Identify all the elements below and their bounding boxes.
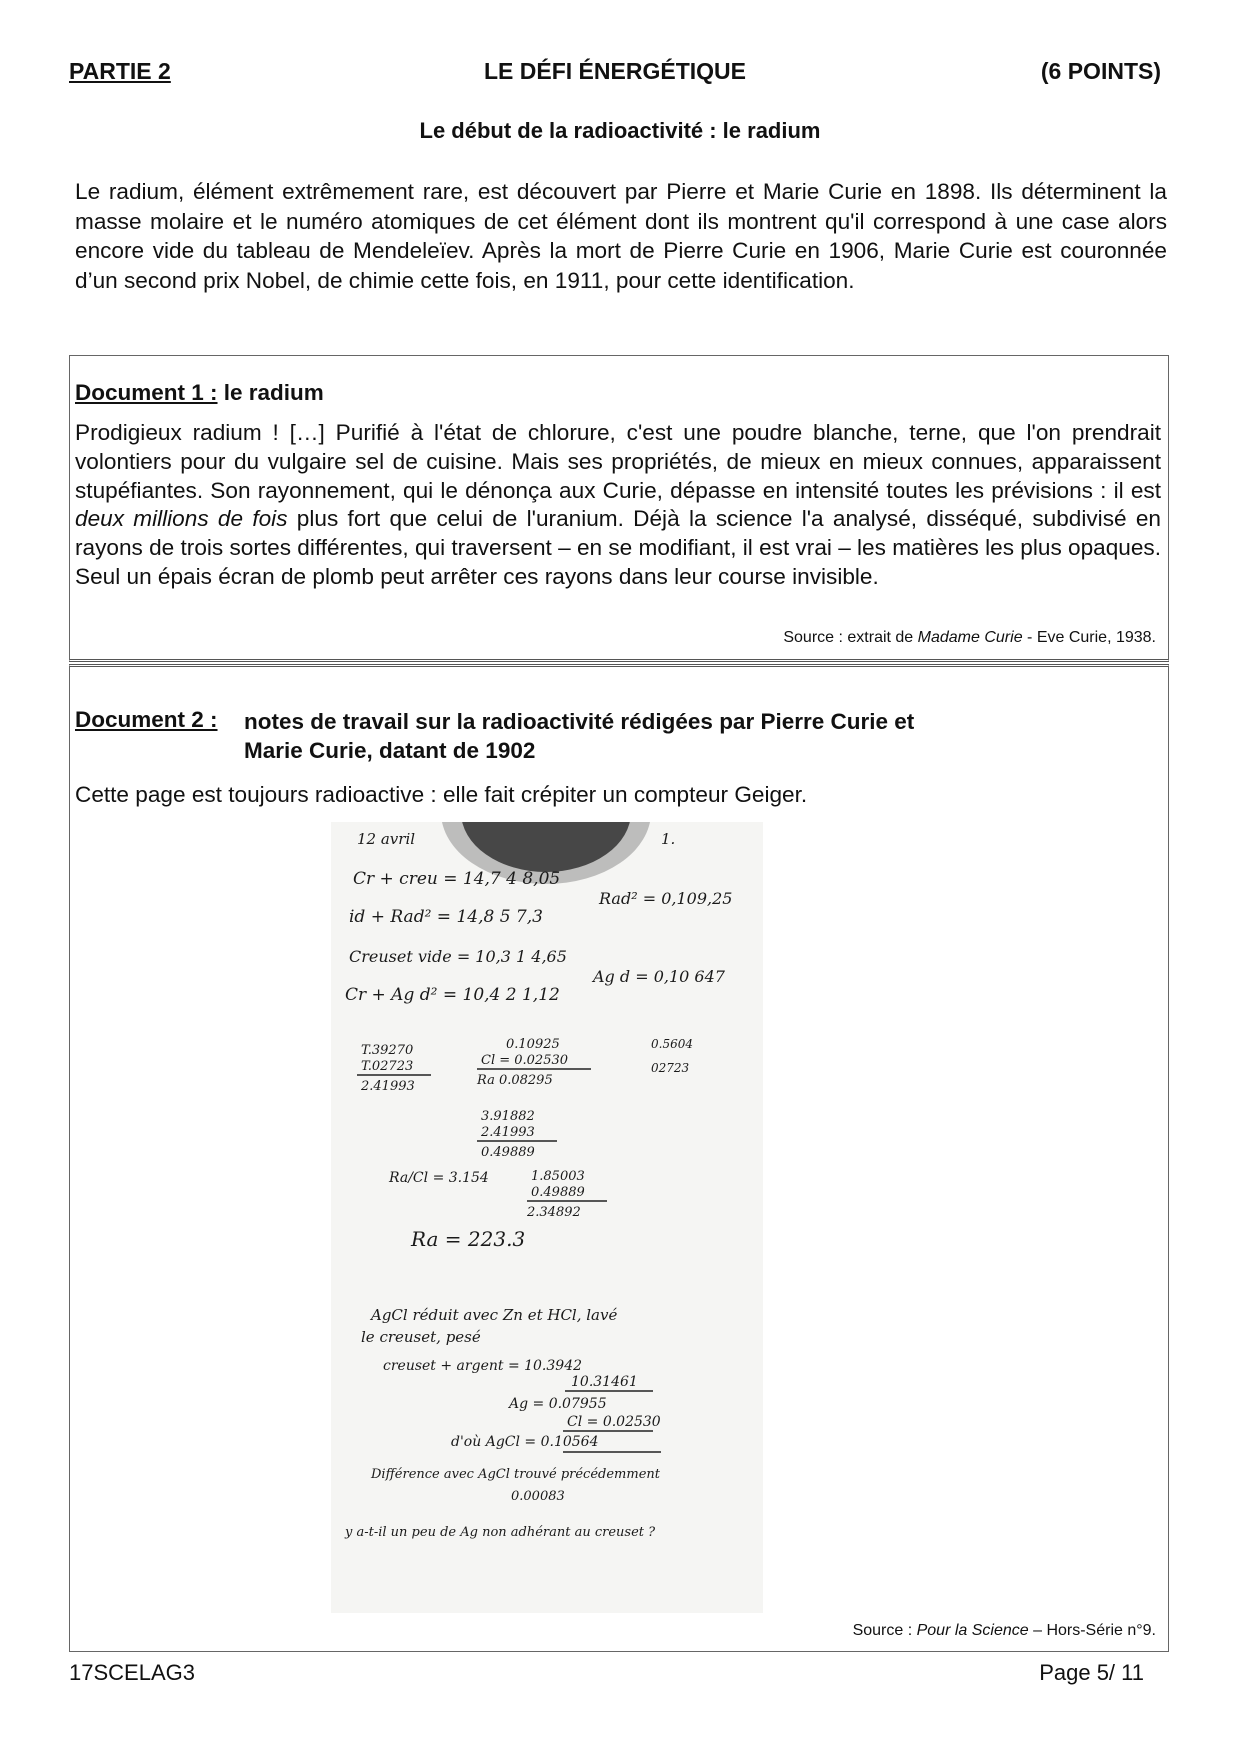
document-2-box [69, 664, 1169, 1652]
ratio-ra-cl: Ra/Cl = 3.154 [389, 1170, 489, 1186]
calc-3b: 02723 [651, 1061, 690, 1075]
calc-5c: 2.34892 [527, 1205, 581, 1220]
note-para-5: Ag = 0.07955 [509, 1396, 607, 1412]
calc-1b: T.02723 [361, 1059, 414, 1074]
calc-4a: 3.91882 [481, 1109, 535, 1124]
note-para-2: le creuset, pesé [361, 1328, 481, 1346]
source-title: Madame Curie [917, 629, 1023, 646]
intro-paragraph: Le radium, élément extrêmement rare, est découvert par Pierre et Marie Curie en 1898. Ils déterminent la masse molaire et le numéro atomiques de cet élément dont ils montrent qu'il correspond à une case alors encore vide du tableau de Mendeleïev. Après la mort de Pierre Curie en 1906, Marie Curie est couronnée d’un second prix Nobel, de chimie cette fois, en 1911, pour cette identification. [75, 179, 1167, 293]
document-2-text: Cette page est toujours radioactive : elle fait crépiter un compteur Geiger. [75, 782, 808, 807]
source-suffix: - Eve Curie, 1938. [1022, 629, 1156, 646]
part-label: PARTIE 2 [69, 58, 171, 84]
document-1-text-italic: deux millions de fois [75, 506, 288, 532]
note-line-2: id + Rad² = 14,8 5 7,3 [349, 907, 543, 927]
document-2-title-line1: notes de travail sur la radioactivité rédigées par Pierre Curie et [244, 709, 915, 734]
source-suffix: – Hors-Série n°9. [1028, 1622, 1156, 1639]
points-label: (6 POINTS) [1040, 58, 1161, 84]
source-prefix: Source : extrait de [783, 629, 918, 646]
note-line-1b: Rad² = 0,109,25 [599, 889, 733, 908]
document-1-heading [75, 380, 324, 406]
document-1-title: le radium [217, 380, 324, 405]
note-para-9: 0.00083 [511, 1489, 565, 1504]
note-para-6: Cl = 0.02530 [567, 1414, 661, 1430]
calc-3a: 0.5604 [651, 1037, 693, 1051]
calc-4b: 2.41993 [481, 1125, 535, 1140]
document-1-text [75, 419, 1161, 592]
document-1-box [69, 355, 1169, 662]
calc-2c: Ra 0.08295 [477, 1073, 553, 1088]
footer-page-number: Page 5/ 11 [1039, 1660, 1144, 1685]
note-line-1: Cr + creu = 14,7 4 8,05 [353, 869, 561, 889]
calc-5a: 1.85003 [531, 1169, 585, 1184]
document-1-text-part2: plus fort que celui de l'uranium. Déjà la science l'a analysé, disséqué, subdivisé en rayons de trois sortes différentes, qui traversent – en se modifiant, il est vrai – les matières les plus opaques. Seul un épais écran de plomb peut arrêter ces rayons dans leur course invisible. [75, 506, 1161, 589]
calc-4c: 0.49889 [481, 1145, 535, 1160]
note-para-4: 10.31461 [571, 1374, 638, 1390]
handwritten-notes-svg [331, 822, 763, 1613]
document-2-source [853, 1622, 1156, 1640]
note-para-3: creuset + argent = 10.3942 [383, 1358, 583, 1374]
note-para-8: Différence avec AgCl trouvé précédemment [371, 1467, 660, 1482]
calc-2b: Cl = 0.02530 [481, 1053, 569, 1068]
calc-1c: 2.41993 [361, 1079, 415, 1094]
note-para-7: d'où AgCl = 0.10564 [451, 1434, 599, 1450]
footer-code: 17SCELAG3 [69, 1660, 195, 1685]
note-line-3b: Ag d = 0,10 647 [593, 967, 725, 986]
source-prefix: Source : [852, 1622, 917, 1639]
document-2-title [244, 707, 914, 765]
calc-1a: T.39270 [361, 1043, 414, 1058]
note-para-1: AgCl réduit avec Zn et HCl, lavé [371, 1306, 618, 1324]
document-1-label: Document 1 : [75, 380, 218, 405]
document-2-title-line2: Marie Curie, datant de 1902 [244, 738, 536, 763]
document-2-label: Document 2 : [75, 707, 218, 732]
page-header [69, 58, 1161, 90]
subtitle-text: Le début de la radioactivité : le radium [419, 118, 821, 143]
note-line-3: Creuset vide = 10,3 1 4,65 [349, 947, 567, 966]
document-1-source [783, 629, 1156, 647]
note-date: 12 avril [357, 830, 416, 848]
section-subtitle [0, 118, 1240, 144]
calc-2a: 0.10925 [506, 1037, 560, 1052]
document-1-text-part1: Prodigieux radium ! […] Purifié à l'état de chlorure, c'est une poudre blanche, terne, que l'on prendrait volontiers pour du vulgaire sel de cuisine. Mais ses propriétés, de mieux en mieux connues, apparaissent stupéfiantes. Son rayonnement, qui le dénonça aux Curie, dépasse en intensité toutes les prévisions : il est [75, 420, 1161, 503]
svg-text:1.: 1. [661, 830, 676, 848]
calc-5b: 0.49889 [531, 1185, 585, 1200]
result-ra: Ra = 223.3 [411, 1227, 526, 1251]
note-para-10: y a-t-il un peu de Ag non adhérant au creuset ? [345, 1525, 656, 1540]
handwritten-notes-image [331, 822, 763, 1613]
part-title: LE DÉFI ÉNERGÉTIQUE [484, 58, 746, 84]
source-title: Pour la Science [916, 1622, 1029, 1639]
note-line-4: Cr + Ag d² = 10,4 2 1,12 [345, 985, 560, 1005]
